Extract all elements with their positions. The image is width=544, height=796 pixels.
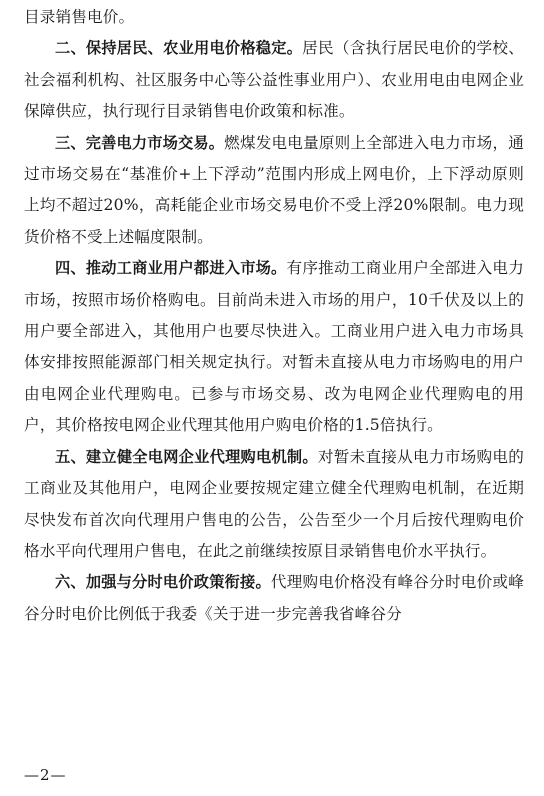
paragraph-section-2 [24, 33, 524, 127]
paragraph-text: 目录销售电价。 [24, 8, 135, 26]
section-heading: 五、建立健全电网企业代理购电机制。 [55, 447, 318, 466]
paragraph-section-5 [24, 442, 524, 568]
paragraph-continuation [24, 2, 524, 33]
paragraph-text: 居民（含执行居民电价的学校、社会福利机构、社区服务中心等公益性事业用户）、农业用电由电网企业保障供应，执行现行目录销售电价政策和标准。 [24, 39, 524, 121]
section-heading: 四、推动工商业用户都进入市场。 [55, 259, 287, 278]
section-heading: 三、完善电力市场交易。 [55, 133, 225, 152]
paragraph-text: 代理购电价格没有峰谷分时电价或峰谷分时电价比例低于我委《关于进一步完善我省峰谷分 [24, 573, 524, 623]
paragraph-section-6 [24, 567, 524, 630]
paragraph-section-4 [24, 253, 524, 441]
page-number: —2— [24, 766, 67, 784]
section-heading: 二、保持居民、农业用电价格稳定。 [55, 39, 303, 58]
document-body [24, 2, 524, 630]
section-heading: 六、加强与分时电价政策衔接。 [55, 573, 271, 592]
paragraph-text: 对暂未直接从电力市场购电的工商业及其他用户，电网企业要按规定建立健全代理购电机制，在近期尽快发布首次向代理用户售电的公告，公告至少一个月后按代理购电价格水平向代理用户售电，在此之前继续按原目录销售电价水平执行。 [24, 447, 524, 560]
paragraph-text: 有序推动工商业用户全部进入电力市场，按照市场价格购电。目前尚未进入市场的用户，10千伏及以上的用户要全部进入，其他用户也要尽快进入。工商业用户进入电力市场具体安排按照能源部门相关规定执行。对暂未直接从电力市场购电的用户由电网企业代理购电。已参与市场交易、改为电网企业代理购电的用户，其价格按电网企业代理其他用户购电价格的1.5倍执行。 [24, 259, 524, 435]
paragraph-text: 燃煤发电电量原则上全部进入电力市场，通过市场交易在“基准价+上下浮动”范围内形成上网电价，上下浮动原则上均不超过20%，高耗能企业市场交易电价不受上浮20%限制。电力现货价格不受上述幅度限制。 [24, 133, 524, 246]
paragraph-section-3 [24, 128, 524, 254]
